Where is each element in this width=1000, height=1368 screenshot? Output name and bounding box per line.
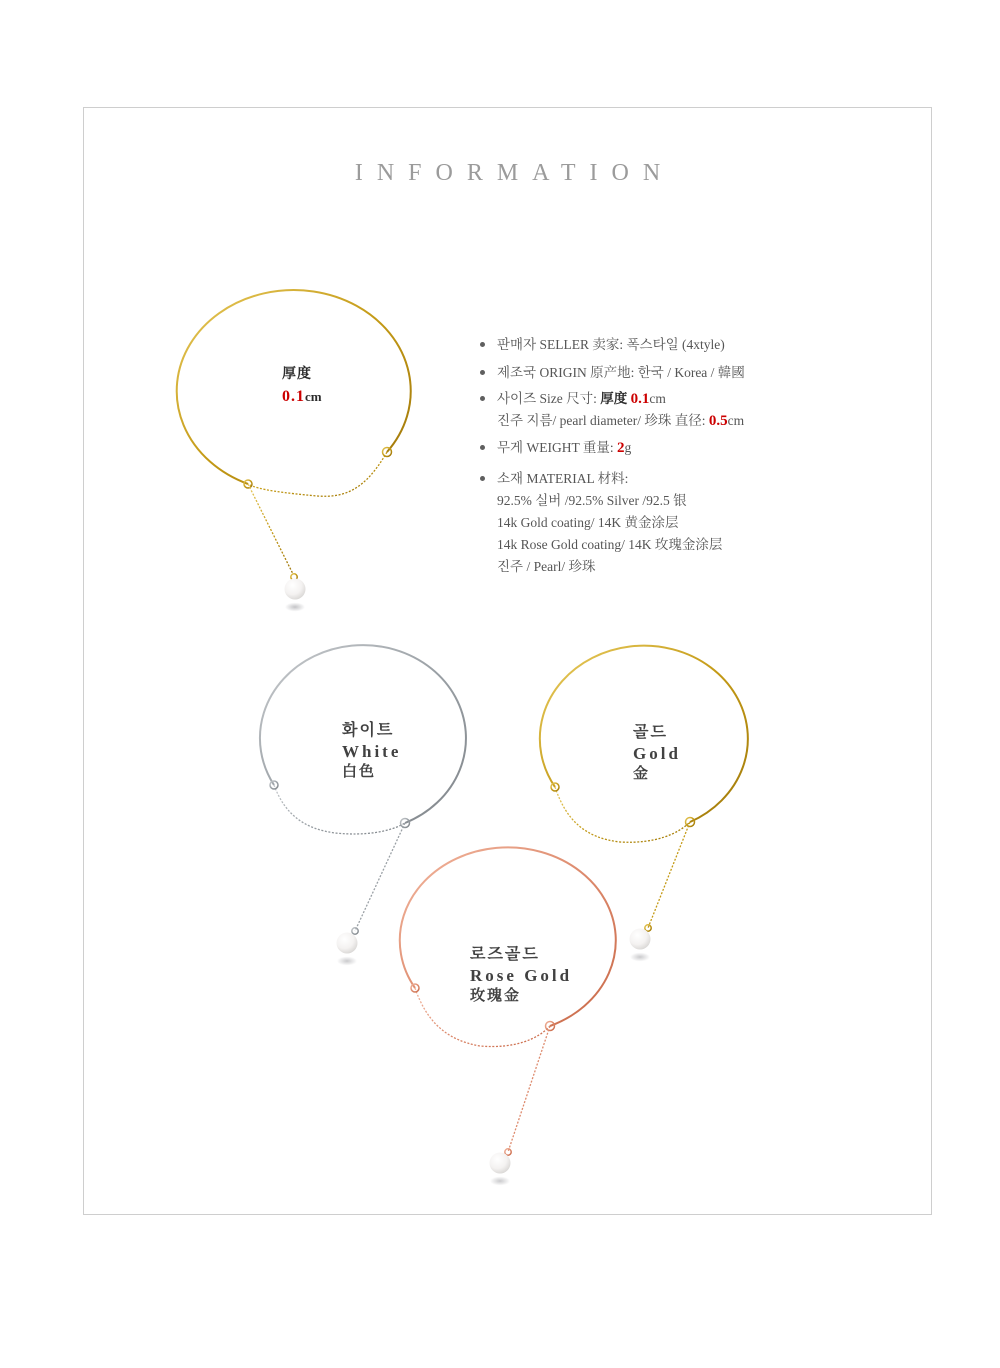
spec-item-seller	[478, 334, 725, 356]
variant-gold-english: Gold	[633, 744, 681, 763]
white-choker-illustration	[260, 645, 466, 965]
material-line-rosegold: 14k Rose Gold coating/ 14K 玫瑰金涂层	[497, 537, 723, 552]
bullet-icon	[480, 445, 485, 450]
variant-rose-english: Rose Gold	[470, 966, 573, 985]
thickness-label: 厚度	[282, 367, 312, 382]
thickness-annotation	[282, 364, 322, 409]
spec-item-origin	[478, 362, 745, 384]
pearl-diameter-prefix: 진주 지름/ pearl diameter/ 珍珠 直径:	[497, 413, 709, 428]
variant-gold-korean: 골드	[633, 724, 668, 741]
thickness-unit: cm	[305, 389, 322, 404]
origin-text: 제조국 ORIGIN 原产地: 한국 / Korea / 韓國	[497, 365, 745, 380]
product-photo-thickness	[150, 250, 470, 630]
thickness-value: 0.1	[282, 388, 305, 405]
variant-white-korean: 화이트	[342, 722, 395, 739]
spec-item-material	[478, 468, 722, 578]
material-text	[497, 468, 722, 578]
pearl-diameter-value: 0.5	[708, 413, 728, 429]
pearl-shadow	[490, 1177, 510, 1186]
product-photo-color-variants	[230, 620, 770, 1220]
pearl	[630, 929, 651, 950]
weight-prefix: 무게 WEIGHT 重量:	[497, 440, 617, 455]
variant-label-rose-gold	[470, 944, 572, 1007]
variant-gold-chinese: 金	[633, 766, 651, 782]
material-line-silver: 92.5% 실버 /92.5% Silver /92.5 银	[497, 493, 687, 508]
variant-rose-chinese: 玫瑰金	[470, 988, 522, 1004]
rose-gold-choker-illustration	[400, 847, 616, 1185]
section-title: INFORMATION	[354, 160, 675, 186]
pearl	[337, 933, 358, 954]
information-panel	[83, 107, 932, 1215]
variant-rose-korean: 로즈골드	[470, 946, 540, 963]
spec-item-weight	[478, 437, 631, 459]
spec-item-size	[478, 388, 744, 432]
pearl	[490, 1153, 511, 1174]
size-prefix: 사이즈 Size 尺寸:	[497, 391, 601, 406]
bullet-icon	[480, 342, 485, 347]
weight-value: 2	[616, 440, 625, 456]
bullet-icon	[480, 396, 485, 401]
pearl-shadow	[285, 603, 305, 612]
gold-choker-illustration	[540, 646, 748, 962]
pearl-diameter-unit: cm	[727, 413, 745, 428]
pearl-shadow	[337, 957, 357, 966]
bullet-icon	[480, 476, 485, 481]
size-unit: cm	[649, 391, 666, 406]
variant-label-white	[342, 720, 401, 783]
weight-unit: g	[624, 440, 632, 455]
weight-text	[497, 437, 631, 459]
size-bold-label: 厚度	[600, 391, 631, 406]
size-text	[497, 388, 744, 432]
material-label: 소재 MATERIAL 材料:	[497, 471, 629, 486]
size-value: 0.1	[630, 391, 650, 407]
thickness-value-line	[282, 386, 322, 409]
bullet-icon	[480, 370, 485, 375]
variant-label-gold	[633, 722, 681, 785]
material-line-gold: 14k Gold coating/ 14K 黄金涂层	[497, 515, 679, 530]
seller-text: 판매자 SELLER 卖家: 폭스타일 (4xtyle)	[497, 337, 725, 352]
pearl	[285, 579, 306, 600]
gold-choker-illustration	[177, 290, 411, 611]
variant-white-english: White	[342, 742, 402, 761]
variant-white-chinese: 白色	[342, 764, 377, 780]
pearl-shadow	[630, 953, 650, 962]
material-line-pearl: 진주 / Pearl/ 珍珠	[497, 559, 596, 574]
